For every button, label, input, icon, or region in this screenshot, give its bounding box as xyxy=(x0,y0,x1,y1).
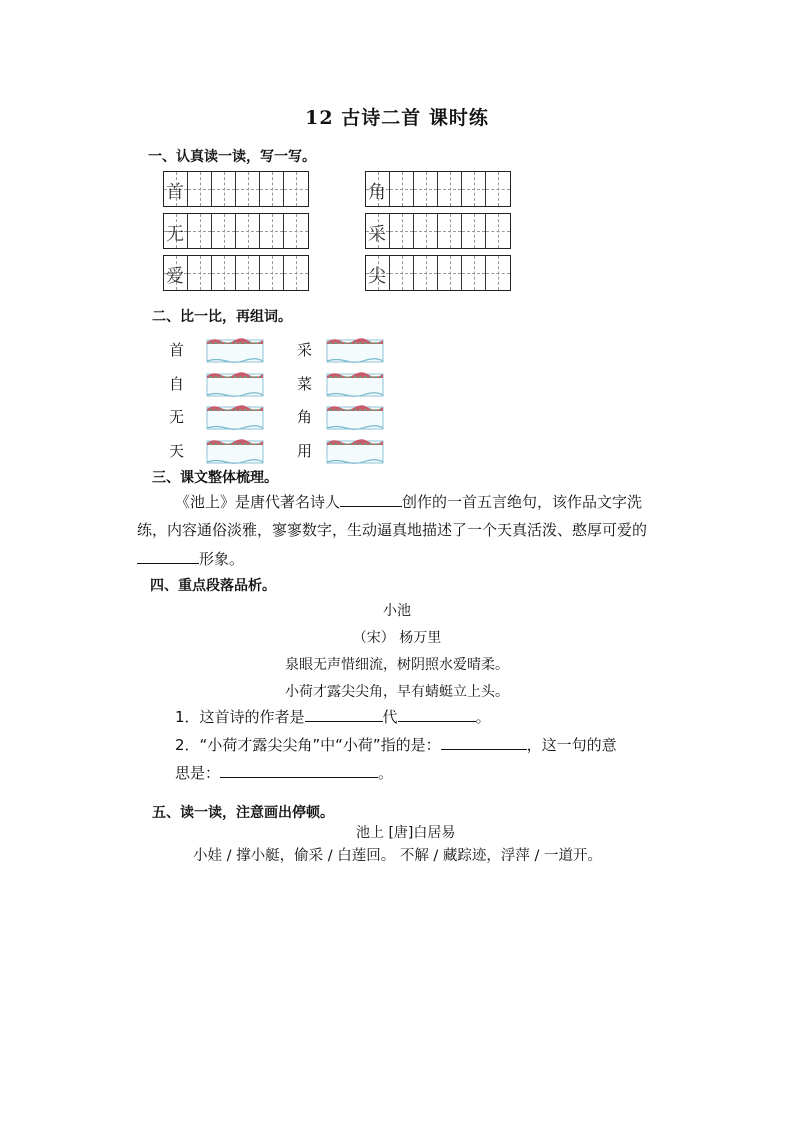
text: 思是： xyxy=(175,764,221,782)
text: 2．“小荷才露尖尖角”中“小荷”指的是： xyxy=(175,736,441,754)
section3-line3 xyxy=(137,545,244,574)
answer-box[interactable] xyxy=(326,404,384,431)
writing-grid-1[interactable] xyxy=(163,171,309,207)
answer-box[interactable] xyxy=(206,438,264,465)
answer-blank[interactable] xyxy=(305,703,383,722)
section1-heading: 一、认真读一读，写一写。 xyxy=(148,149,316,165)
compare-char: 用 xyxy=(297,442,313,460)
section3-line1 xyxy=(175,488,642,517)
answer-blank[interactable] xyxy=(340,488,402,507)
text: 创作的一首五言绝句，该作品文字洗 xyxy=(402,493,643,511)
grid-char: 爱 xyxy=(166,266,184,287)
section5-heading: 五、读一读，注意画出停顿。 xyxy=(152,805,334,821)
poem-line: 小荷才露尖尖角，早有蜻蜓立上头。 xyxy=(285,684,509,700)
grid-char: 角 xyxy=(368,182,386,203)
section5-poem-text: 小娃 / 撑小艇，偷采 / 白莲回。 不解 / 藏踪迹，浮萍 / 一道开。 xyxy=(193,848,603,864)
compare-char: 菜 xyxy=(297,375,313,393)
writing-grid-2[interactable] xyxy=(365,171,511,207)
answer-box[interactable] xyxy=(326,371,384,398)
compare-char: 采 xyxy=(297,341,313,359)
answer-box[interactable] xyxy=(206,404,264,431)
poem-author: （宋） 杨万里 xyxy=(352,630,442,646)
grid-char: 采 xyxy=(368,224,386,245)
answer-blank[interactable] xyxy=(137,545,199,564)
question-1 xyxy=(175,703,491,732)
answer-box[interactable] xyxy=(206,371,264,398)
writing-grid-4[interactable] xyxy=(365,213,511,249)
text: 《池上》是唐代著名诗人 xyxy=(175,493,341,511)
text: 。 xyxy=(475,708,491,726)
compare-char: 角 xyxy=(297,408,313,426)
compare-char: 自 xyxy=(169,375,185,393)
text: 代 xyxy=(382,708,398,726)
text: 。 xyxy=(378,764,394,782)
grid-char: 无 xyxy=(166,224,184,245)
question-2 xyxy=(175,731,617,760)
answer-box[interactable] xyxy=(326,337,384,364)
compare-char: 无 xyxy=(169,408,185,426)
answer-box[interactable] xyxy=(326,438,384,465)
section4-heading: 四、重点段落品析。 xyxy=(150,578,276,594)
section2-heading: 二、比一比，再组词。 xyxy=(152,309,292,325)
poem-line: 泉眼无声惜细流，树阴照水爱晴柔。 xyxy=(285,657,509,673)
page-title: 12 古诗二首 课时练 xyxy=(305,107,489,129)
poem-title: 小池 xyxy=(383,603,411,619)
section5-poem-header: 池上 [唐]白居易 xyxy=(356,825,456,841)
compare-char: 首 xyxy=(169,341,185,359)
writing-grid-3[interactable] xyxy=(163,213,309,249)
answer-blank[interactable] xyxy=(220,759,378,778)
question-2-cont xyxy=(175,759,393,788)
grid-char: 首 xyxy=(166,182,184,203)
compare-char: 天 xyxy=(169,442,185,460)
section3-line2: 练，内容通俗淡雅，寥寥数字，生动逼真地描述了一个天真活泼、憨厚可爱的 xyxy=(137,521,648,539)
text: 形象。 xyxy=(199,550,245,568)
writing-grid-6[interactable] xyxy=(365,255,511,291)
text: ，这一句的意 xyxy=(526,736,617,754)
text: 1．这首诗的作者是 xyxy=(175,708,305,726)
grid-char: 尖 xyxy=(368,266,386,287)
answer-blank[interactable] xyxy=(398,703,476,722)
answer-blank[interactable] xyxy=(441,731,527,750)
writing-grid-5[interactable] xyxy=(163,255,309,291)
section3-heading: 三、课文整体梳理。 xyxy=(152,470,278,486)
answer-box[interactable] xyxy=(206,337,264,364)
